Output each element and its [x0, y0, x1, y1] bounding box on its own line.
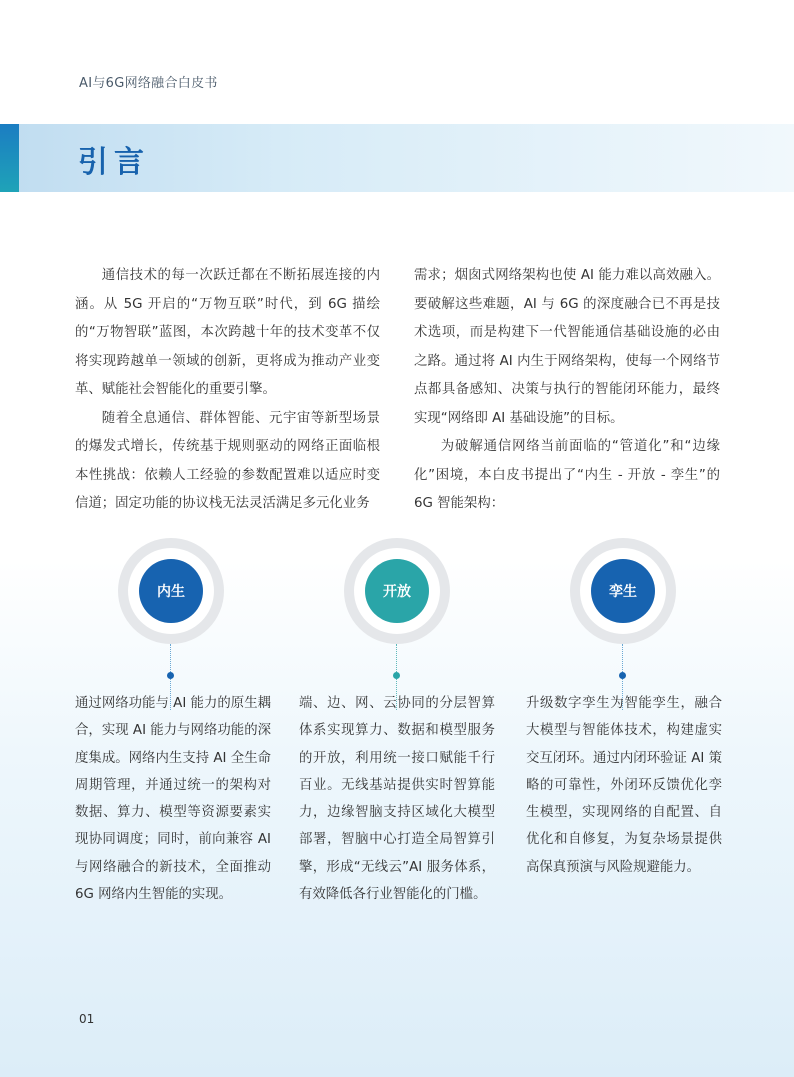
- connector-dot: [167, 672, 174, 679]
- intro-paragraph: 通信技术的每一次跃迁都在不断拓展连接的内涵。从 5G 开启的“万物互联”时代，到 6G 描绘的“万物智联”蓝图，本次跨越十年的技术变革不仅将实现跨越单一领域的创新，更将成为推动产业变革、赋能社会智能化的重要引擎。: [75, 268, 380, 397]
- intro-paragraph: 需求；烟囱式网络架构也使 AI 能力难以高效融入。要破解这些难题，AI 与 6G 的深度融合已不再是技术选项，而是构建下一代智能通信基础设施的必由之路。通过将 AI 内生于网络架构，使每一个网络节点都具备感知、决策与执行的智能闭环能力，最终实现“网络即 AI 基础设施”的目标。: [414, 268, 720, 426]
- pillar-node-twin: [570, 538, 676, 644]
- pillar-description-open: 端、边、网、云协同的分层智算体系实现算力、数据和模型服务的开放，利用统一接口赋能千行百业。无线基站提供实时智算能力，边缘智脑支持区域化大模型部署，智脑中心打造全局智算引擎，形成“无线云”AI 服务体系，有效降低各行业智能化的门槛。: [299, 696, 495, 903]
- pillar-description-endogenous: 通过网络功能与 AI 能力的原生耦合，实现 AI 能力与网络功能的深度集成。网络内生支持 AI 全生命周期管理，并通过统一的架构对数据、算力、模型等资源要素实现协同调度；同时，前向兼容 AI 与网络融合的新技术，全面推动 6G 网络内生智能的实现。: [75, 696, 271, 903]
- connector-dot: [393, 672, 400, 679]
- section-banner: [0, 124, 794, 192]
- intro-left-column: [75, 262, 380, 519]
- banner-accent-bar: [0, 124, 19, 192]
- node-label: 孪生: [591, 559, 655, 623]
- pillar-node-endogenous: [118, 538, 224, 644]
- intro-right-column: [414, 262, 720, 519]
- page-number: 01: [79, 1012, 95, 1026]
- connector-dot: [619, 672, 626, 679]
- node-label: 开放: [365, 559, 429, 623]
- intro-paragraph: 为破解通信网络当前面临的“管道化”和“边缘化”困境，本白皮书提出了“内生 - 开放 - 孪生”的 6G 智能架构：: [414, 439, 720, 511]
- pillar-node-open: [344, 538, 450, 644]
- section-title: 引言: [78, 145, 150, 180]
- pillar-description-twin: 升级数字孪生为智能孪生，融合大模型与智能体技术，构建虚实交互闭环。通过内闭环验证 AI 策略的可靠性，外闭环反馈优化孪生模型，实现网络的自配置、自优化和自修复，为复杂场景提供高保真预演与风险规避能力。: [526, 696, 722, 875]
- intro-paragraph: 随着全息通信、群体智能、元宇宙等新型场景的爆发式增长，传统基于规则驱动的网络正面临根本性挑战：依赖人工经验的参数配置难以适应时变信道；固定功能的协议栈无法灵活满足多元化业务: [75, 410, 380, 511]
- document-title: AI与6G网络融合白皮书: [79, 76, 218, 91]
- node-label: 内生: [139, 559, 203, 623]
